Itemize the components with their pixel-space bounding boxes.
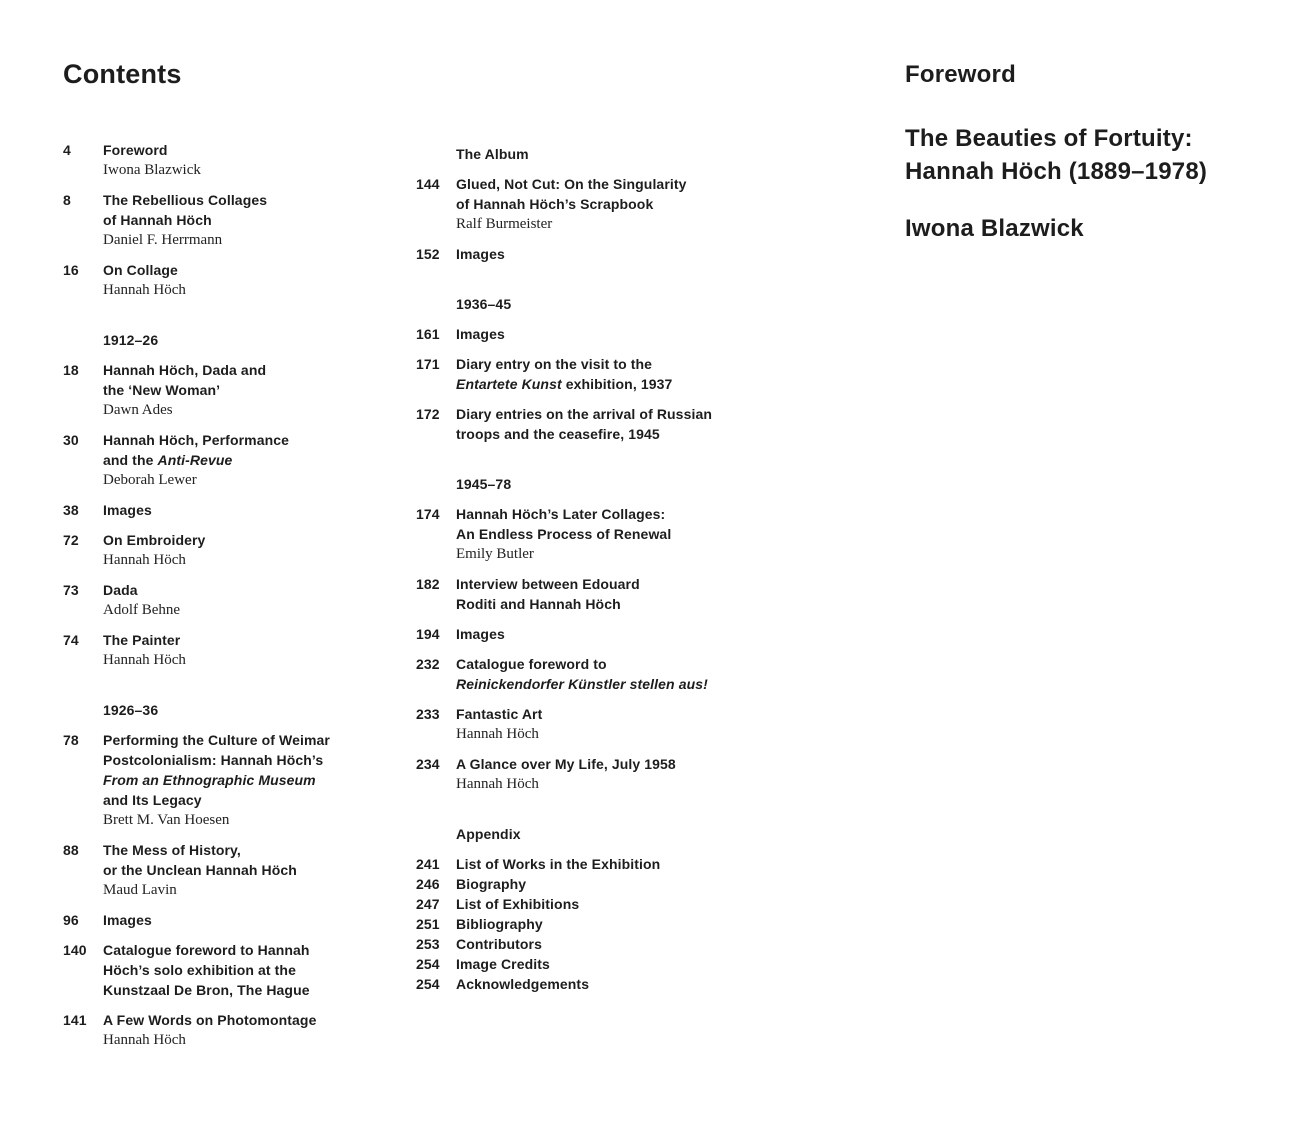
toc-entry-body <box>103 260 408 300</box>
title-text-italic: Anti-Revue <box>157 452 233 468</box>
title-text: Catalogue foreword to <box>456 656 607 672</box>
toc-entry-body <box>103 430 408 490</box>
toc-page-number: 16 <box>63 262 79 278</box>
toc-entry-title-line <box>456 894 806 914</box>
toc-list-middle <box>416 60 806 994</box>
toc-entry-body <box>456 704 806 744</box>
toc-entry-body <box>456 894 806 914</box>
toc-entry-title-line <box>456 754 806 774</box>
toc-entry-author: Iwona Blazwick <box>103 162 201 178</box>
toc-entry-body <box>456 504 806 564</box>
toc-entry-title-line <box>456 974 806 994</box>
foreword-author: Iwona Blazwick <box>905 215 1084 242</box>
title-text: Interview between Edouard <box>456 576 640 592</box>
toc-entry-title-line <box>103 750 408 770</box>
toc-entry-body <box>456 404 806 444</box>
toc-entry-body <box>103 530 408 570</box>
toc-page-number: 254 <box>416 956 440 972</box>
toc-page-number: 247 <box>416 896 440 912</box>
toc-page-number: 182 <box>416 576 440 592</box>
toc-entry-title-line <box>456 704 806 724</box>
toc-page-number: 174 <box>416 506 440 522</box>
toc-page-number: 234 <box>416 756 440 772</box>
title-text: Diary entries on the arrival of Russian <box>456 406 712 422</box>
title-text: and the <box>103 452 158 468</box>
toc-entry <box>63 430 408 490</box>
toc-entry-title-line <box>456 674 806 694</box>
toc-page-number: 152 <box>416 246 440 262</box>
toc-page-number: 18 <box>63 362 79 378</box>
toc-page-number: 30 <box>63 432 79 448</box>
toc-entry-author: Emily Butler <box>456 546 534 562</box>
toc-entry-title-line <box>456 934 806 954</box>
title-text: Fantastic Art <box>456 706 543 722</box>
toc-page-number: 88 <box>63 842 79 858</box>
toc-section-label: 1912–26 <box>103 332 159 348</box>
title-text: Images <box>456 246 505 262</box>
toc-section-label: The Album <box>456 146 529 162</box>
title-text: Images <box>456 326 505 342</box>
toc-entry-title-line <box>103 450 408 470</box>
title-text: Kunstzaal De Bron, The Hague <box>103 982 310 998</box>
toc-entry-title-line <box>456 874 806 894</box>
toc-entry-title-line <box>456 194 806 214</box>
toc-entry <box>63 730 408 830</box>
toc-entry-title-line <box>456 504 806 524</box>
toc-entry <box>63 500 408 520</box>
title-text: Catalogue foreword to Hannah <box>103 942 310 958</box>
toc-entry-body <box>103 1010 408 1050</box>
toc-entry-body <box>456 874 806 894</box>
toc-entry-title-line <box>456 404 806 424</box>
title-text: of Hannah Höch <box>103 212 212 228</box>
toc-entry <box>416 574 806 614</box>
toc-entry-body <box>456 654 806 694</box>
foreword-panel <box>905 60 1285 244</box>
toc-page-number: 241 <box>416 856 440 872</box>
title-text: Hannah Höch’s Later Collages: <box>456 506 666 522</box>
toc-entry-body <box>103 140 408 180</box>
title-text: Biography <box>456 876 527 892</box>
toc-page-number: 141 <box>63 1012 87 1028</box>
title-text: Contributors <box>456 936 542 952</box>
toc-entry-title-line <box>103 260 408 280</box>
title-text: of Hannah Höch’s Scrapbook <box>456 196 654 212</box>
toc-entry-body <box>103 940 408 1000</box>
toc-page-number: 144 <box>416 176 440 192</box>
toc-entry <box>416 954 806 974</box>
title-text: Image Credits <box>456 956 550 972</box>
toc-entry-body <box>456 754 806 794</box>
title-text: The Mess of History, <box>103 842 241 858</box>
toc-entry-body <box>456 854 806 874</box>
toc-entry-body <box>456 324 806 344</box>
toc-entry <box>416 324 806 344</box>
toc-entry-body <box>103 840 408 900</box>
toc-entry-body <box>456 914 806 934</box>
toc-entry-author: Hannah Höch <box>456 776 539 792</box>
title-text: or the Unclean Hannah Höch <box>103 862 297 878</box>
title-text-italic: Reinickendorfer Künstler stellen aus! <box>456 676 708 692</box>
toc-entry <box>416 754 806 794</box>
toc-page-number: 194 <box>416 626 440 642</box>
toc-section-label: 1926–36 <box>103 702 159 718</box>
toc-page-number: 78 <box>63 732 79 748</box>
title-text: Postcolonialism: Hannah Höch’s <box>103 752 324 768</box>
toc-entry <box>63 260 408 300</box>
toc-entry-title-line <box>103 790 408 810</box>
toc-entry-title-line <box>103 500 408 520</box>
toc-section-label: 1936–45 <box>456 296 512 312</box>
toc-entry-title-line <box>103 210 408 230</box>
toc-entry-author: Brett M. Van Hoesen <box>103 812 230 828</box>
toc-group <box>416 144 806 264</box>
toc-entry-title-line <box>103 630 408 650</box>
toc-entry-title-line <box>103 380 408 400</box>
toc-entry-author: Hannah Höch <box>103 282 186 298</box>
toc-section-label: Appendix <box>456 826 521 842</box>
title-text: Foreword <box>103 142 168 158</box>
title-text: Performing the Culture of Weimar <box>103 732 330 748</box>
toc-entry-body <box>103 500 408 520</box>
toc-page-number: 253 <box>416 936 440 952</box>
toc-entry <box>416 504 806 564</box>
toc-entry-title-line <box>456 574 806 594</box>
toc-group <box>63 140 408 300</box>
foreword-title-line: The Beauties of Fortuity: <box>905 125 1193 152</box>
toc-page-number: 74 <box>63 632 79 648</box>
toc-entry-body <box>103 630 408 670</box>
toc-page-number: 171 <box>416 356 440 372</box>
toc-entry-title-line <box>103 770 408 790</box>
toc-entry-body <box>103 580 408 620</box>
toc-page-number: 246 <box>416 876 440 892</box>
toc-entry-title-line <box>456 324 806 344</box>
toc-entry <box>416 624 806 644</box>
toc-entry <box>416 404 806 444</box>
toc-entry <box>416 854 806 874</box>
title-text: Höch’s solo exhibition at the <box>103 962 296 978</box>
toc-entry <box>416 934 806 954</box>
toc-entry-title-line <box>456 854 806 874</box>
toc-entry-author: Hannah Höch <box>456 726 539 742</box>
toc-entry-author: Deborah Lewer <box>103 472 197 488</box>
toc-list-left <box>63 140 408 1050</box>
title-text: On Collage <box>103 262 178 278</box>
toc-entry-body <box>103 190 408 250</box>
title-text: The Rebellious Collages <box>103 192 268 208</box>
toc-page-number: 140 <box>63 942 87 958</box>
toc-entry-title-line <box>103 910 408 930</box>
title-text-italic: Entartete Kunst <box>456 376 562 392</box>
toc-entry-author: Ralf Burmeister <box>456 216 553 232</box>
toc-page-number: 251 <box>416 916 440 932</box>
toc-entry-title-line <box>103 960 408 980</box>
title-text: Images <box>103 502 152 518</box>
toc-entry <box>416 974 806 994</box>
title-text-italic: From an Ethnographic Museum <box>103 772 316 788</box>
toc-entry-body <box>456 574 806 614</box>
toc-page-number: 232 <box>416 656 440 672</box>
foreword-title-line: Hannah Höch (1889–1978) <box>905 158 1208 185</box>
toc-entry <box>63 140 408 180</box>
toc-page-number: 161 <box>416 326 440 342</box>
title-text: Glued, Not Cut: On the Singularity <box>456 176 687 192</box>
toc-entry-title-line <box>456 624 806 644</box>
toc-group <box>416 474 806 794</box>
toc-entry-title-line <box>456 424 806 444</box>
toc-entry-title-line <box>456 174 806 194</box>
toc-entry-author: Adolf Behne <box>103 602 181 618</box>
toc-group <box>63 330 408 670</box>
title-text: Hannah Höch, Dada and <box>103 362 267 378</box>
toc-entry-body <box>456 954 806 974</box>
toc-entry-title-line <box>103 1010 408 1030</box>
toc-entry-body <box>456 174 806 234</box>
toc-entry <box>63 190 408 250</box>
toc-entry-title-line <box>456 954 806 974</box>
toc-entry <box>416 704 806 744</box>
toc-entry <box>416 874 806 894</box>
toc-page-number: 233 <box>416 706 440 722</box>
toc-entry-body <box>103 730 408 830</box>
toc-entry-title-line <box>456 914 806 934</box>
title-text: and Its Legacy <box>103 792 202 808</box>
toc-entry-author: Hannah Höch <box>103 1032 186 1048</box>
toc-page-number: 8 <box>63 192 71 208</box>
toc-page-number: 38 <box>63 502 79 518</box>
contents-column-middle <box>416 60 806 994</box>
toc-entry-title-line <box>103 940 408 960</box>
title-text: Dada <box>103 582 138 598</box>
toc-entry <box>416 894 806 914</box>
title-text: troops and the ceasefire, 1945 <box>456 426 660 442</box>
title-text: Hannah Höch, Performance <box>103 432 289 448</box>
toc-entry-body <box>456 354 806 394</box>
toc-entry-author: Maud Lavin <box>103 882 177 898</box>
title-text: The Painter <box>103 632 181 648</box>
title-text: exhibition, 1937 <box>561 376 673 392</box>
toc-entry-body <box>103 360 408 420</box>
toc-entry <box>416 354 806 394</box>
toc-entry-title-line <box>456 524 806 544</box>
foreword-heading: Foreword <box>905 61 1016 88</box>
toc-entry <box>416 244 806 264</box>
title-text: Images <box>456 626 505 642</box>
toc-entry-title-line <box>103 980 408 1000</box>
toc-entry-body <box>456 974 806 994</box>
toc-entry <box>63 910 408 930</box>
toc-entry <box>63 840 408 900</box>
contents-column-left <box>63 60 408 1060</box>
toc-entry-title-line <box>456 244 806 264</box>
toc-group <box>416 824 806 994</box>
toc-entry-title-line <box>103 530 408 550</box>
foreword-title <box>905 122 1285 188</box>
toc-page-number: 254 <box>416 976 440 992</box>
toc-entry-author: Hannah Höch <box>103 552 186 568</box>
toc-entry-title-line <box>456 594 806 614</box>
toc-group <box>416 294 806 444</box>
title-text: the ‘New Woman’ <box>103 382 221 398</box>
toc-entry <box>416 174 806 234</box>
toc-entry-body <box>456 624 806 644</box>
toc-page-number: 73 <box>63 582 79 598</box>
title-text: An Endless Process of Renewal <box>456 526 672 542</box>
title-text: List of Exhibitions <box>456 896 580 912</box>
toc-page-number: 96 <box>63 912 79 928</box>
toc-entry-author: Daniel F. Herrmann <box>103 232 223 248</box>
title-text: A Glance over My Life, July 1958 <box>456 756 676 772</box>
toc-entry-title-line <box>103 140 408 160</box>
title-text: A Few Words on Photomontage <box>103 1012 317 1028</box>
toc-entry <box>63 630 408 670</box>
toc-entry-title-line <box>103 840 408 860</box>
toc-group <box>63 700 408 1050</box>
toc-entry <box>63 530 408 570</box>
toc-entry-title-line <box>456 654 806 674</box>
toc-entry-title-line <box>103 190 408 210</box>
page-title: Contents <box>63 59 182 89</box>
toc-entry-body <box>456 934 806 954</box>
title-text: Images <box>103 912 152 928</box>
toc-entry-title-line <box>456 354 806 374</box>
toc-entry-body <box>103 910 408 930</box>
toc-entry-title-line <box>103 860 408 880</box>
toc-section-label: 1945–78 <box>456 476 512 492</box>
toc-entry <box>63 360 408 420</box>
toc-entry <box>416 914 806 934</box>
toc-entry-body <box>456 244 806 264</box>
title-text: Roditi and Hannah Höch <box>456 596 621 612</box>
toc-entry-author: Hannah Höch <box>103 652 186 668</box>
toc-entry <box>63 1010 408 1050</box>
toc-entry <box>416 654 806 694</box>
title-text: Diary entry on the visit to the <box>456 356 653 372</box>
title-text: Acknowledgements <box>456 976 590 992</box>
title-text: Bibliography <box>456 916 543 932</box>
toc-entry <box>63 940 408 1000</box>
toc-page-number: 72 <box>63 532 79 548</box>
title-text: On Embroidery <box>103 532 206 548</box>
toc-entry-title-line <box>103 580 408 600</box>
toc-page-number: 4 <box>63 142 71 158</box>
toc-entry-title-line <box>103 730 408 750</box>
toc-entry-title-line <box>103 430 408 450</box>
toc-entry-title-line <box>456 374 806 394</box>
toc-entry-title-line <box>103 360 408 380</box>
toc-page-number: 172 <box>416 406 440 422</box>
toc-entry <box>63 580 408 620</box>
title-text: List of Works in the Exhibition <box>456 856 661 872</box>
toc-entry-author: Dawn Ades <box>103 402 173 418</box>
